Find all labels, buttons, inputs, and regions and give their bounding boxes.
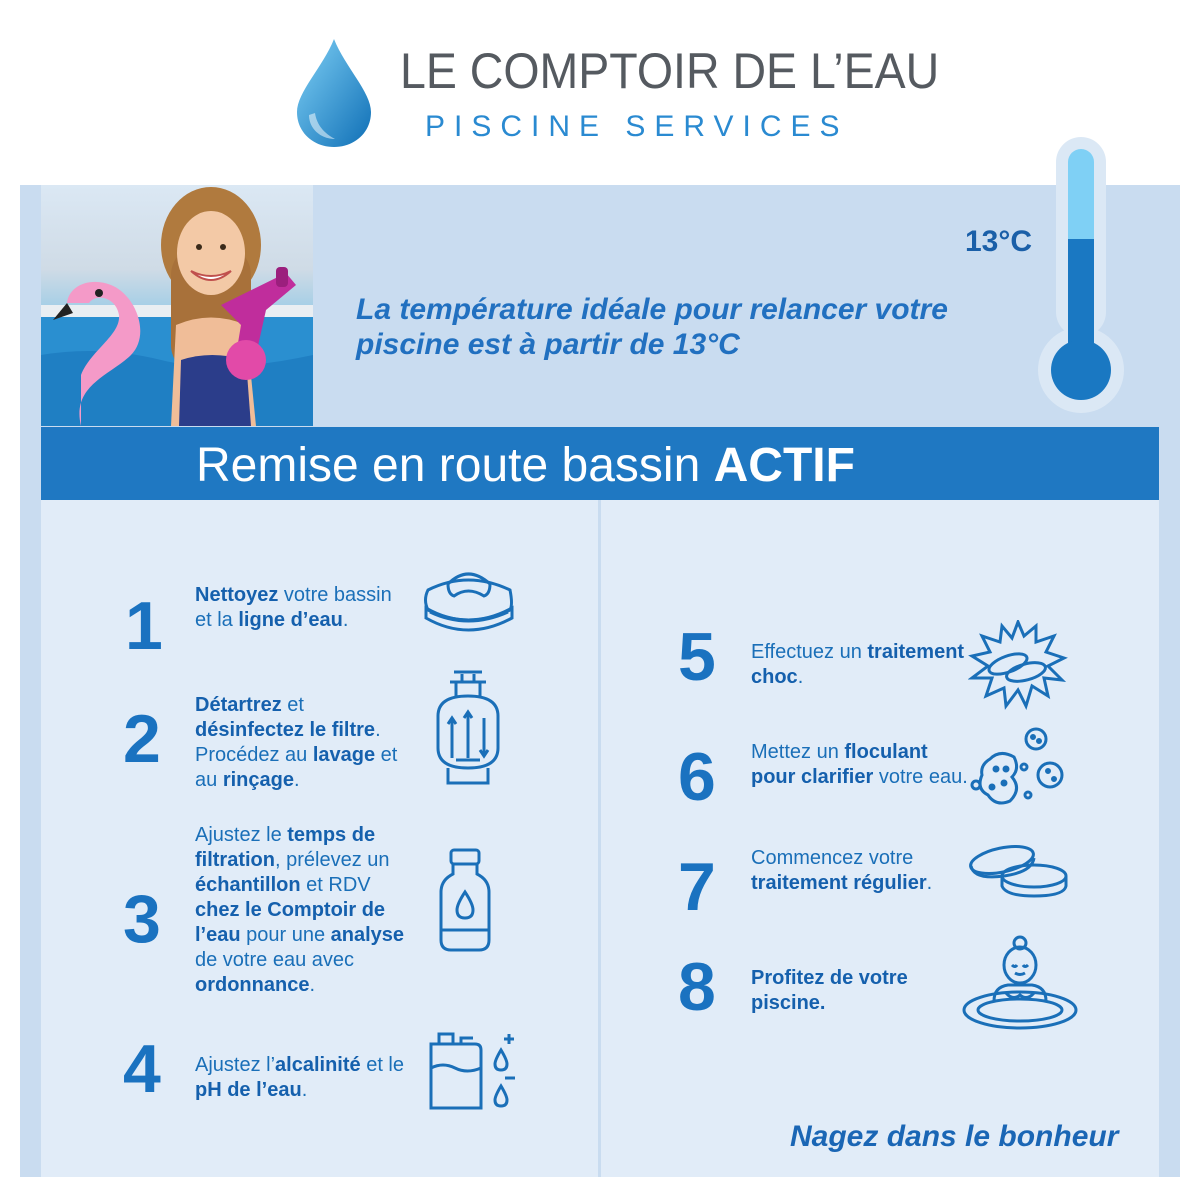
step-7-segment: . <box>926 872 933 894</box>
step-1-segment: . <box>342 609 349 631</box>
step-8-text <box>751 966 971 1016</box>
step-8-number: 8 <box>678 949 716 1025</box>
step-3-segment: Ajustez le <box>195 824 288 846</box>
step-3-segment: . <box>309 974 316 996</box>
step-2-segment: Détartrez <box>195 694 282 716</box>
step-4-segment: alcalinité <box>275 1054 361 1076</box>
step-4-segment: et le <box>360 1054 404 1076</box>
step-1-segment: votre bassin et la <box>195 584 392 631</box>
temperature-value: 13°C <box>965 225 1033 258</box>
brand-tagline: PISCINE SERVICES <box>425 110 849 143</box>
water-drop-logo-icon <box>293 37 375 149</box>
girl-with-flamingo-illustration <box>41 185 313 426</box>
temperature-message: La température idéale pour relancer votre piscine est à partir de 13°C <box>356 293 948 361</box>
step-7-text <box>751 846 951 896</box>
swimmer-icon <box>960 935 1080 1030</box>
step-2-segment: . <box>293 769 300 791</box>
step-1-text <box>195 583 395 633</box>
step-4-text <box>195 1053 405 1103</box>
step-5-segment: traitement choc <box>751 641 965 688</box>
step-5-number: 5 <box>678 619 716 695</box>
step-2-segment: désinfectez le filtre <box>195 719 376 741</box>
step-2-text <box>195 693 415 793</box>
banner-title-part1: Remise en route <box>196 439 549 492</box>
step-6-segment: votre eau. <box>873 766 968 788</box>
step-8-segment: Profitez de votre piscine. <box>751 967 908 1014</box>
step-7-segment: Commencez votre <box>751 847 914 869</box>
step-5-segment: Effectuez un <box>751 641 868 663</box>
step-2-segment: . Procédez au <box>195 719 381 766</box>
step-3-segment: , prélevez un <box>275 849 390 871</box>
step-3-segment: ordonnance <box>195 974 310 996</box>
step-2-segment: et au <box>195 744 398 791</box>
shock-tablets-icon <box>968 620 1068 710</box>
header <box>0 0 1200 185</box>
step-1-segment: ligne d’eau <box>238 609 343 631</box>
step-2-segment: et <box>281 694 304 716</box>
step-5-text <box>751 640 971 690</box>
step-3-segment: échantillon <box>195 874 301 896</box>
step-3-segment: analyse <box>330 924 405 946</box>
step-4-segment: Ajustez l’ <box>195 1054 276 1076</box>
banner-title-part2: bassin <box>561 439 701 492</box>
flocculant-icon <box>970 725 1066 811</box>
banner-title-part3: ACTIF <box>713 439 855 492</box>
step-6-text <box>751 740 976 790</box>
footer-slogan: Nagez dans le bonheur <box>790 1120 1119 1153</box>
step-6-segment: floculant pour clarifier <box>751 741 928 788</box>
step-3-segment: pour une <box>240 924 331 946</box>
step-4-segment: . <box>301 1079 308 1101</box>
step-3-segment: et RDV <box>300 874 371 896</box>
step-3-text <box>195 823 413 998</box>
column-divider <box>598 500 601 1177</box>
banner-title <box>196 438 855 493</box>
step-4-number: 4 <box>123 1031 161 1107</box>
step-2-number: 2 <box>123 701 161 777</box>
step-3-number: 3 <box>123 881 161 957</box>
step-4-segment: pH de l’eau <box>195 1079 302 1101</box>
step-3-segment: chez le Comptoir de l’eau <box>195 899 386 946</box>
step-7-segment: traitement régulier <box>751 872 927 894</box>
hero-photo <box>41 185 313 426</box>
step-3-segment: de votre eau avec <box>195 949 354 971</box>
step-3-segment: temps de filtration <box>195 824 376 871</box>
step-6-number: 6 <box>678 739 716 815</box>
chemical-canister-icon <box>425 1028 521 1114</box>
sample-bottle-icon <box>437 848 493 952</box>
step-5-segment: . <box>797 666 804 688</box>
step-2-segment: rinçage <box>222 769 294 791</box>
step-6-segment: Mettez un <box>751 741 845 763</box>
sand-filter-icon <box>428 668 508 790</box>
step-7-number: 7 <box>678 849 716 925</box>
brand-name: LE COMPTOIR DE L’EAU <box>400 43 940 99</box>
step-1-segment: Nettoyez <box>195 584 279 606</box>
thermometer-icon <box>1038 135 1124 415</box>
step-2-segment: lavage <box>312 744 376 766</box>
tablets-icon <box>966 840 1070 898</box>
brush-icon <box>418 560 520 642</box>
step-1-number: 1 <box>125 588 163 664</box>
